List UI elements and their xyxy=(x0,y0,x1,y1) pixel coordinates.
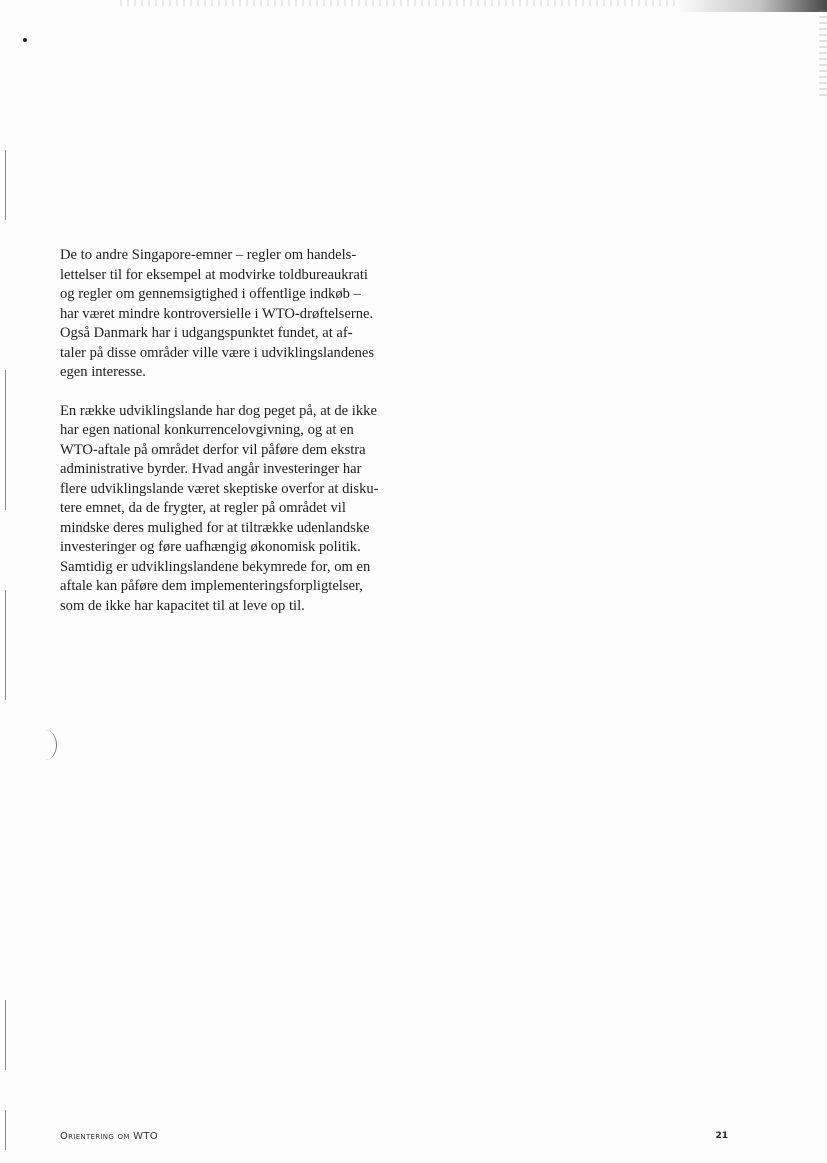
text-line: WTO-aftale på området derfor vil påføre dem ekstra xyxy=(60,441,366,458)
text-line: taler på disse områder ville være i udviklingslandenes xyxy=(60,344,375,361)
text-line: flere udviklingslande været skeptiske overfor at disku- xyxy=(60,480,379,497)
scan-artifact-left-line xyxy=(5,1000,6,1070)
text-line: egen interesse. xyxy=(60,364,146,380)
text-line: En række udviklingslande har dog peget på, at de ikke xyxy=(60,402,377,419)
text-line: tere emnet, da de frygter, at regler på området vil xyxy=(60,500,346,516)
text-line: har egen national konkurrencelovgivning, og at en xyxy=(60,422,354,438)
text-line: og regler om gennemsigtighed i offentlige indkøb – xyxy=(60,286,361,302)
scan-artifact-right-edge xyxy=(819,10,827,100)
text-line: Også Danmark har i udgangspunktet fundet, at af- xyxy=(60,325,353,341)
scan-artifact-left-line xyxy=(5,150,6,220)
scan-artifact-left-line xyxy=(5,370,6,510)
running-footer-title: Orientering om WTO xyxy=(60,1131,158,1142)
text-line: administrative byrder. Hvad angår investeringer har xyxy=(60,461,362,477)
scan-artifact-left-line xyxy=(5,590,6,700)
punch-hole-mark xyxy=(34,730,57,760)
bullet-mark xyxy=(23,38,27,42)
text-line: investeringer og føre uafhængig økonomisk politik. xyxy=(60,539,361,555)
scan-artifact-left-line xyxy=(5,1110,6,1150)
paragraph-developing-countries xyxy=(60,402,400,617)
paragraph-singapore-issues xyxy=(60,246,400,383)
text-line: lettelser til for eksempel at modvirke toldbureaukrati xyxy=(60,266,368,283)
text-line: har været mindre kontroversielle i WTO-drøftelserne. xyxy=(60,305,374,322)
text-line: mindske deres mulighed for at tiltrække udenlandske xyxy=(60,519,370,536)
scan-artifact-top xyxy=(120,0,680,6)
text-line: som de ikke har kapacitet til at leve op til. xyxy=(60,597,305,614)
text-line: Samtidig er udviklingslandene bekymrede for, om en xyxy=(60,558,371,575)
page-number: 21 xyxy=(715,1131,728,1141)
scan-artifact-corner xyxy=(677,0,827,12)
text-line: aftale kan påføre dem implementeringsforpligtelser, xyxy=(60,578,363,594)
body-text xyxy=(60,246,400,635)
text-line: De to andre Singapore-emner – regler om handels- xyxy=(60,247,357,263)
